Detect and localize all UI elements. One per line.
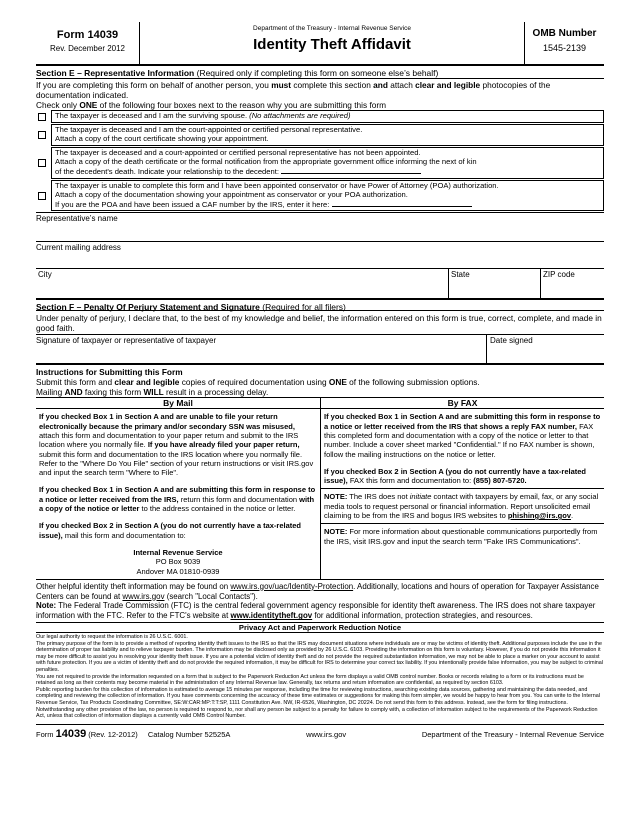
- city-state-zip-row: [36, 268, 604, 298]
- instr-bold: clear and legible: [114, 377, 180, 388]
- instructions-line-1: [36, 377, 604, 387]
- option-4: [36, 180, 604, 213]
- footer-form-word: Form: [36, 729, 56, 739]
- option-3: [36, 147, 604, 180]
- privacy-paragraph-3: You are not required to provide the information requested on a form that is subject to the Paperwork Reduction Act unless the form displays a valid OMB control number. Books or records relating to a form or its instructions must be retained as long as their contents may become material in the administration of any Internal Revenue law. Generally, tax returns and return information are confidential, as required by section 6103.: [36, 673, 584, 687]
- caf-number-field[interactable]: [332, 200, 472, 207]
- intro-text: photocopies of the documentation indicated.: [36, 80, 551, 100]
- instr-bold: ONE: [328, 377, 347, 388]
- mailing-address-label: Current mailing address: [36, 243, 121, 253]
- irs-gov-link[interactable]: www.irs.gov: [122, 591, 165, 601]
- omb-number: 1545-2139: [542, 43, 587, 53]
- check-text: of the following four boxes next to the reason why you are submitting this form: [97, 100, 387, 110]
- department-name: Department of the Treasury - Internal Revenue Service: [253, 25, 411, 32]
- section-f-heading: [36, 298, 604, 311]
- option-line: Attach a copy of the death certificate or the formal notification from the appropriate government office informing the next of kin: [55, 157, 477, 167]
- identity-protection-link[interactable]: www.irs.gov/uac/Identity-Protection: [230, 581, 354, 591]
- check-text: Check only: [36, 100, 80, 110]
- option-1-text: [51, 110, 604, 123]
- representative-name-field[interactable]: [36, 212, 604, 241]
- option-line: of the decedent's death. Indicate your relationship to the decedent:: [55, 166, 279, 176]
- mail-text: attach this form and documentation to your paper return and submit to the IRS location where you normally file.: [39, 430, 299, 450]
- fax-text: FAX this form and documentation to:: [347, 476, 474, 486]
- fax-paragraph-1: [324, 412, 601, 458]
- instructions-line-2: [36, 387, 604, 397]
- other-help-paragraph-2: [36, 601, 604, 621]
- note-text: contact with taxpayers by email, fax, or any social media tools to request personal or financial information. Report unsolicited email claiming to be from the IRS and bogus IRS websites to: [324, 492, 599, 521]
- option-line: Attach a copy of the documentation showing your appointment as conservator or your POA authorization.: [55, 190, 408, 200]
- form-title: Identity Theft Affidavit: [253, 36, 411, 53]
- intro-must: must: [271, 80, 292, 90]
- section-f-title: Section F – Penalty Of Perjury Statement and Signature: [36, 302, 260, 313]
- note-phishing: [321, 488, 604, 523]
- by-mail-heading: By Mail: [36, 398, 321, 408]
- identitytheft-gov-link[interactable]: www.identitytheft.gov: [230, 611, 313, 621]
- footer-website: www.irs.gov: [306, 729, 347, 739]
- option-4-checkbox[interactable]: [38, 192, 46, 200]
- mail-bold: If you have already filed your paper return,: [147, 440, 300, 450]
- help-text: for additional information, protection strategies, and resources.: [312, 611, 533, 621]
- section-e-title: Section E – Representative Information: [36, 68, 195, 78]
- instr-text: Mailing: [36, 387, 65, 398]
- instructions-heading: Instructions for Submitting this Form: [36, 367, 183, 378]
- mail-text: to the address contained in the notice or letter.: [139, 504, 296, 514]
- mail-bold: If you checked Box 1 in Section A and are submitting this form in response to a notice or letter received from the IRS,: [39, 485, 316, 504]
- state-label: State: [451, 270, 470, 280]
- instr-text: result in a processing delay.: [163, 387, 269, 398]
- fax-number: (855) 807-5720.: [473, 476, 527, 486]
- note-italic: initiate: [409, 492, 432, 502]
- option-1: [36, 110, 604, 124]
- note-label: NOTE:: [324, 527, 348, 537]
- mail-text: return this form and documentation: [178, 494, 300, 504]
- option-line: The taxpayer is deceased and I am the court-appointed or certified personal representative.: [55, 124, 363, 134]
- footer-revision: (Rev. 12-2012): [86, 729, 138, 739]
- signature-row: [36, 334, 604, 363]
- help-text: (search "Local Contacts").: [164, 591, 258, 601]
- intro-and: and: [373, 80, 388, 90]
- option-1-checkbox[interactable]: [38, 113, 46, 121]
- option-2-checkbox[interactable]: [38, 131, 46, 139]
- option-line: Attach a copy of the court certificate showing your appointment.: [55, 134, 269, 144]
- address-line-2: PO Box 9039: [155, 557, 201, 567]
- instr-bold: AND: [64, 387, 83, 398]
- option-3-checkbox[interactable]: [38, 159, 46, 167]
- submission-methods-header: [36, 397, 604, 408]
- fax-block: [321, 409, 604, 488]
- omb-box: [524, 22, 604, 64]
- by-fax-heading: By FAX: [447, 398, 478, 409]
- fax-text: FAX this completed form and documentation with a copy of the notice or letter to that number. Include a cover sheet marked "Confidential." If no FAX number is shown, follow the mailing instructions on the notice or letter.: [324, 421, 595, 459]
- option-line: The taxpayer is deceased and a court-appointed or certified personal representative has not been appointed.: [55, 147, 421, 157]
- help-text: The Federal Trade Commission (FTC) is the central federal government agency responsible for identity theft awareness. The IRS does not share taxpayer information with the FTC. Refer to the FTC's website at: [36, 601, 596, 621]
- city-field[interactable]: [36, 269, 448, 298]
- footer-catalog-number: Catalog Number 52525A: [147, 729, 231, 739]
- address-line-3: Andover MA 01810-0939: [136, 566, 220, 576]
- zip-label: ZIP code: [543, 270, 575, 280]
- date-signed-label: Date signed: [490, 336, 533, 346]
- option-line: The taxpayer is deceased and I am the surviving spouse.: [55, 111, 250, 120]
- check-instruction: [36, 100, 604, 110]
- instr-text: of the following submission options.: [346, 377, 480, 388]
- option-2: [36, 124, 604, 147]
- signature-field[interactable]: [36, 335, 486, 363]
- form-header: [36, 22, 604, 66]
- instr-bold: WILL: [143, 387, 164, 398]
- mail-paragraph-2: [39, 485, 317, 513]
- other-help: [36, 580, 604, 621]
- state-field[interactable]: [448, 269, 540, 298]
- submission-methods: [36, 408, 604, 579]
- privacy-paragraph-2: The primary purpose of the form is to provide a method of reporting identity theft issues to the IRS so that the IRS may document situations where individuals are or may be victims of identity theft. Additional purposes include the use in the determination of proper tax liability and to relieve taxpayer burden. The information may be disclosed only as provided by 26 U.S.C. 6103. Providing the information on this form is voluntary. However, if you do not provide this information it may be more difficult to assist you in resolving your identity theft issue. If you are a potential victim of identity theft and do not provide the required substantiation information, we may not be able to place a marker on your account to assist with future protection. If you are a victim of identity theft and do not provide the required information, it may be difficult for IRS to determine your correct tax liability. If you intentionally provide false information, you may be subject to criminal penalties.: [36, 640, 603, 673]
- intro-text: attach: [387, 80, 416, 90]
- page-footer: [36, 724, 604, 740]
- privacy-notice: [36, 633, 604, 720]
- instr-text: Submit this form and: [36, 377, 115, 388]
- help-note-label: Note:: [36, 601, 57, 611]
- representative-name-label: Representative’s name: [36, 214, 118, 224]
- help-text: Other helpful identity theft information may be found on: [36, 581, 231, 591]
- note-text: .: [571, 511, 574, 521]
- intro-clear: clear and legible: [415, 80, 481, 90]
- footer-form-id: [36, 728, 230, 740]
- mail-bold: with a copy of the notice or letter: [39, 494, 315, 514]
- check-one: ONE: [79, 100, 98, 110]
- signature-label: Signature of taxpayer or representative of taxpayer: [36, 336, 217, 346]
- city-label: City: [38, 270, 52, 280]
- note-text: The IRS does not: [347, 492, 410, 502]
- intro-text: complete this section: [291, 80, 374, 90]
- date-signed-field[interactable]: [486, 335, 604, 363]
- relationship-field[interactable]: [281, 167, 421, 174]
- mail-text: submit this form and documentation to the IRS location where you normally file. Refer to the "Where Do You File" section of your return instructions or visit IRS.gov and input the search term "Where to File".: [39, 449, 314, 478]
- phishing-email-link[interactable]: phishing@irs.gov: [507, 511, 571, 521]
- fax-bold: If you checked Box 2 in Section A (you do not currently have a tax-related issue),: [324, 466, 587, 486]
- option-2-text: [51, 124, 604, 146]
- form-page: [36, 22, 604, 740]
- footer-form-number: 14039: [55, 727, 87, 740]
- perjury-statement: Under penalty of perjury, I declare that, to the best of my knowledge and belief, the information entered on this form is true, correct, complete, and made in good faith.: [36, 313, 602, 334]
- mail-bold: If you checked Box 2 in Section A (you do not currently have a tax-related issue),: [39, 521, 302, 540]
- option-note: (No attachments are required): [249, 111, 351, 120]
- other-help-paragraph-1: [36, 582, 604, 602]
- option-3-text: [51, 147, 604, 179]
- option-4-text: [51, 180, 604, 212]
- mail-text: mail this form and documentation to:: [62, 530, 186, 540]
- section-e-heading: [36, 66, 604, 79]
- fax-instructions: [321, 409, 604, 578]
- option-line: If you are the POA and have been issued a CAF number by the IRS, enter it here:: [55, 199, 330, 209]
- fax-paragraph-2: [324, 467, 601, 486]
- section-e-intro: [36, 79, 604, 100]
- mail-bold: If you checked Box 1 in Section A and are unable to file your return electronically because the primary and/or secondary SSN was misused,: [39, 412, 295, 431]
- privacy-paragraph-4: Public reporting burden for this collection of information is estimated to average 15 minutes per response, including the time for reviewing instructions, searching existing data sources, gathering and maintaining the data needed, and completing and reviewing the collection of information. If you have comments concerning the accuracy of these time estimates or suggestions for making this form simpler, we would be happy to hear from you. You can write to the Internal Revenue Service, Tax Products Coordinating Committee, SE:W:CAR:MP:T:T:SP, 1111 Constitution Ave. NW, IR-6526, Washington, DC 20224. Do not send this form to this address. Instead, see the form for filing instructions. Notwithstanding any other provision of the law, no person is required to respond to, nor shall any person be subject to a penalty for failure to comply with, a collection of information subject to the requirements of the Paperwork Reduction Act, unless that collection of information displays a currently valid OMB Control Number.: [36, 686, 600, 720]
- privacy-paragraph-1: Our legal authority to request the information is 26 U.S.C. 6001.: [36, 633, 188, 640]
- instr-text: copies of required documentation using: [179, 377, 329, 388]
- instructions-section: [36, 363, 604, 397]
- title-box: [140, 22, 524, 64]
- fax-bold: If you checked Box 1 in Section A and are submitting this form in response to a notice or letter received from the IRS that shows a reply FAX number,: [324, 412, 601, 431]
- option-line: The taxpayer is unable to complete this form and I have been appointed conservator or have Power of Attorney (POA) authorization.: [55, 180, 499, 190]
- mail-paragraph-1: [39, 412, 317, 477]
- mailing-address-block: [39, 548, 317, 576]
- mail-instructions: [36, 409, 321, 578]
- revision-date: Rev. December 2012: [50, 44, 125, 53]
- footer-department: Department of the Treasury - Internal Revenue Service: [421, 729, 604, 739]
- address-line-1: Internal Revenue Service: [133, 547, 223, 557]
- help-text: . Additionally, locations and hours of operation for Taxpayer Assistance Centers can be found at: [36, 581, 599, 601]
- note-label: NOTE:: [324, 492, 348, 502]
- zip-field[interactable]: [540, 269, 604, 298]
- section-f-note: (Required for all filers): [262, 302, 346, 313]
- form-number: Form 14039: [56, 29, 119, 41]
- note-fake-communications: [321, 523, 604, 549]
- intro-text: If you are completing this form on behalf of another person, you: [36, 80, 272, 90]
- mailing-address-field[interactable]: [36, 241, 604, 268]
- instr-text: faxing this form: [82, 387, 144, 398]
- mail-paragraph-3: [39, 521, 317, 540]
- omb-label: OMB Number: [532, 28, 597, 39]
- note-text: For more information about questionable communications purportedly from the IRS, visit IRS.gov and input the search term "Fake IRS Communications".: [324, 527, 598, 546]
- privacy-heading: Privacy Act and Paperwork Reduction Notice: [36, 622, 604, 633]
- form-id-box: [36, 22, 140, 64]
- section-e-note: (Required only if completing this form on someone else’s behalf): [196, 68, 439, 78]
